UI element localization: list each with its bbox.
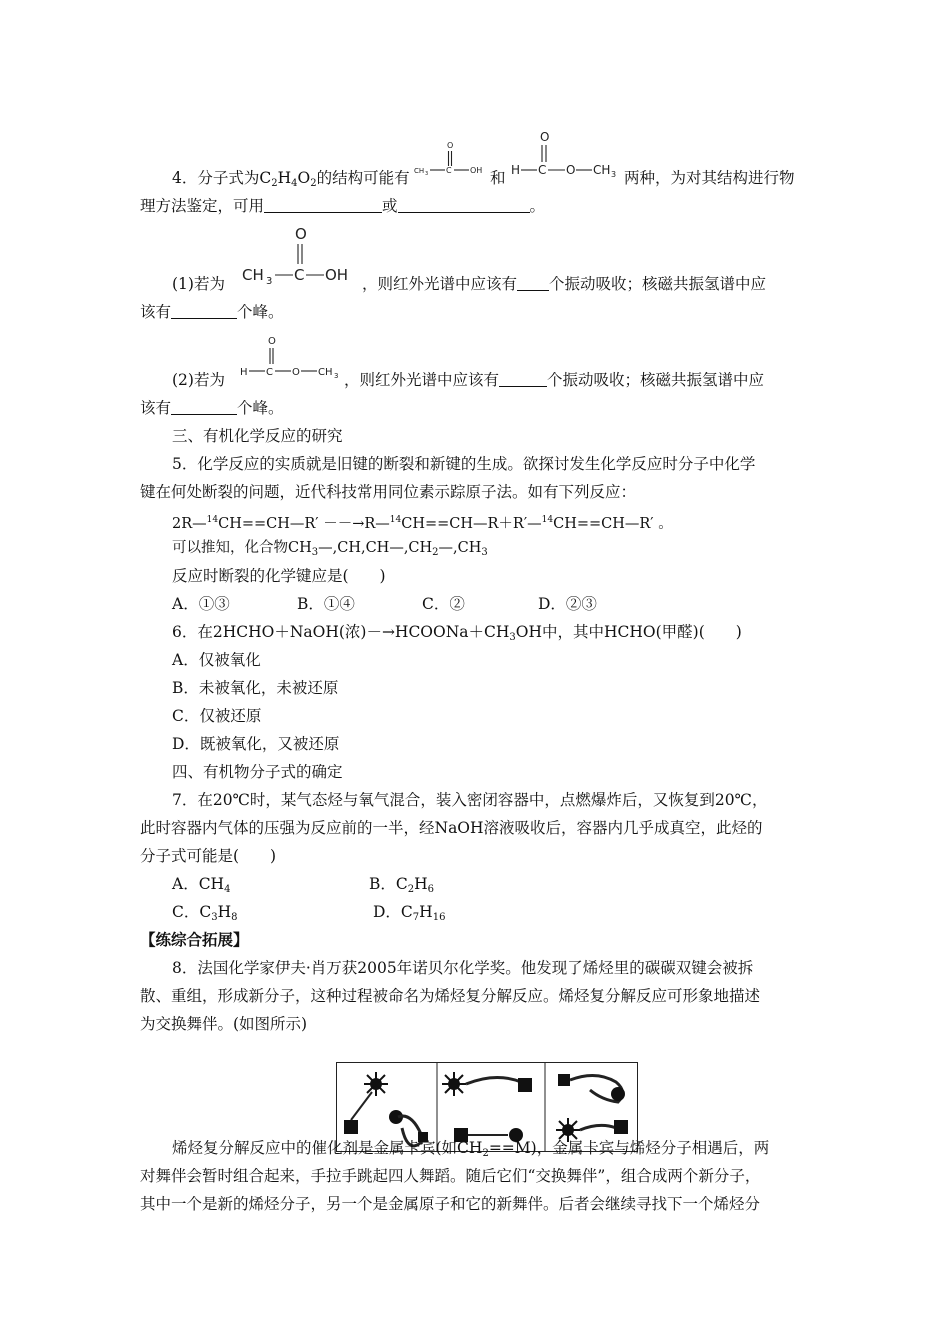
q7-options-row2 xyxy=(172,902,852,928)
q6-option-b[interactable]: B．未被氧化，未被还原 xyxy=(172,679,339,697)
svg-text:O: O xyxy=(540,130,550,144)
q7-option-c[interactable]: C．$C_3H_8$ xyxy=(172,903,238,923)
q4-post: 两种，为对其结构进行物 xyxy=(624,169,795,187)
svg-text:O: O xyxy=(447,141,454,150)
q4-p2-text: ，则红外光谱中应该有 个振动吸收；核磁共振氢谱中应 xyxy=(344,371,765,389)
q8-para-line1: 烯烃复分解反应中的催化剂是金属卡宾(如$CH_2==M$)，金属卡宾与烯烃分子相遇后，两 xyxy=(172,1139,770,1159)
q4-p1-label: (1)若为 xyxy=(172,275,225,293)
q4-p1-line2: 该有 个峰。 xyxy=(140,303,284,321)
q4-blank-method2[interactable] xyxy=(398,198,530,213)
section-3-heading: 三、有机化学反应的研究 xyxy=(172,427,343,445)
q4-p1-blank-ir[interactable] xyxy=(517,276,549,291)
q5-equation: 2R—$^{14}$CH==CH—R′ －－→R—$^{14}$CH==CH—R＋R′—$^{14}$CH==CH—R′ 。 xyxy=(172,515,673,532)
svg-text:CH: CH xyxy=(318,367,333,378)
svg-text:C: C xyxy=(446,166,452,175)
svg-text:3: 3 xyxy=(266,276,273,287)
q5-option-d[interactable]: D．②③ xyxy=(538,595,597,613)
svg-text:O: O xyxy=(566,163,576,177)
q5-option-a[interactable]: A．①③ xyxy=(172,595,230,613)
svg-text:CH: CH xyxy=(414,167,425,175)
acetic-acid-structure-large xyxy=(240,224,360,288)
q5-option-c[interactable]: C．② xyxy=(422,595,465,613)
q4-p1-text: ，则红外光谱中应该有 个振动吸收；核磁共振氢谱中应 xyxy=(362,275,767,293)
q6-option-a[interactable]: A．仅被氧化 xyxy=(172,651,261,669)
q5-line1: 5．化学反应的实质就是旧键的断裂和新键的生成。欲探讨发生化学反应时分子中化学 xyxy=(172,455,756,473)
svg-text:H: H xyxy=(511,163,521,177)
q4-and: 和 xyxy=(490,169,506,187)
q4-pre: 4．分子式为 xyxy=(172,169,260,187)
svg-text:3: 3 xyxy=(611,170,617,179)
q4-p2-line2: 该有 个峰。 xyxy=(140,399,284,417)
q4-line1: 4．分子式为$C_2H_4O_2$的结构可能有 xyxy=(172,169,410,189)
q5-option-b[interactable]: B．①④ xyxy=(297,595,355,613)
q7-line2: 此时容器内气体的压强为反应前的一半，经NaOH溶液吸收后，容器内几乎成真空，此烃的 xyxy=(140,819,763,837)
methyl-formate-structure xyxy=(510,128,620,180)
q5-question: 反应时断裂的化学键应是( ) xyxy=(172,567,386,585)
svg-text:C: C xyxy=(266,367,273,378)
q7-option-b[interactable]: B．$C_2H_6$ xyxy=(369,875,435,895)
q4-blank-method1[interactable] xyxy=(264,198,382,213)
q4-p2-label: (2)若为 xyxy=(172,371,225,389)
q8-line3: 为交换舞伴。(如图所示) xyxy=(140,1015,308,1033)
q4-p1-blank-nmr[interactable] xyxy=(171,304,237,319)
svg-text:3: 3 xyxy=(425,171,429,177)
q7-line3: 分子式可能是( ) xyxy=(140,847,277,865)
svg-text:OH: OH xyxy=(470,166,483,175)
svg-text:CH: CH xyxy=(593,163,611,177)
q6-option-d[interactable]: D．既被氧化，又被还原 xyxy=(172,735,340,753)
q6-stem: 6．在2HCHO＋NaOH(浓)$-\to HCOONa+CH_3OH$中，其中HCHO(甲醛)( ) xyxy=(172,623,742,643)
q8-para-line2: 对舞伴会暂时组合起来，手拉手跳起四人舞蹈。随后它们“交换舞伴”，组合成两个新分子， xyxy=(140,1167,761,1185)
q7-options-row1 xyxy=(172,874,852,900)
q6-option-c[interactable]: C．仅被还原 xyxy=(172,707,262,725)
svg-text:O: O xyxy=(268,336,276,347)
extension-heading: 【练综合拓展】 xyxy=(140,930,249,949)
q8-line2: 散、重组，形成新分子，这种过程被命名为烯烃复分解反应。烯烃复分解反应可形象地描述 xyxy=(140,987,761,1005)
q4-line2: 理方法鉴定，可用 或 。 xyxy=(140,197,546,215)
svg-text:C: C xyxy=(538,163,547,177)
svg-text:H: H xyxy=(240,367,248,378)
svg-text:O: O xyxy=(292,367,300,378)
q4-p2-blank-nmr[interactable] xyxy=(171,400,237,415)
svg-text:3: 3 xyxy=(334,372,339,380)
svg-text:OH: OH xyxy=(325,266,349,284)
q4-p2-blank-ir[interactable] xyxy=(499,372,547,387)
q8-line1: 8．法国化学家伊夫·肖万获2005年诺贝尔化学奖。他发现了烯烃里的碳碳双键会被拆 xyxy=(172,959,754,977)
q5-options xyxy=(172,594,852,614)
q7-option-d[interactable]: D．$C_7H_{16}$ xyxy=(373,903,446,923)
q5-line2: 键在何处断裂的问题，近代科技常用同位素示踪原子法。如有下列反应： xyxy=(140,483,637,501)
svg-text:O: O xyxy=(295,225,307,243)
svg-text:CH: CH xyxy=(242,266,264,284)
q7-line1: 7．在20℃时，某气态烃与氧气混合，装入密闭容器中，点燃爆炸后，又恢复到20℃， xyxy=(172,791,768,809)
q8-para-line3: 其中一个是新的烯烃分子，另一个是金属原子和它的新舞伴。后者会继续寻找下一个烯烃分 xyxy=(140,1195,761,1213)
section-4-heading: 四、有机物分子式的确定 xyxy=(172,763,343,781)
svg-text:C: C xyxy=(294,266,305,284)
acetic-acid-structure-small xyxy=(412,140,492,182)
methyl-formate-structure-small xyxy=(238,334,348,384)
q7-option-a[interactable]: A．$CH_4$ xyxy=(172,875,231,895)
q5-compound: 可以推知，化合物$CH_3—,CH,CH—,CH_2—,CH_3$ xyxy=(172,540,488,558)
